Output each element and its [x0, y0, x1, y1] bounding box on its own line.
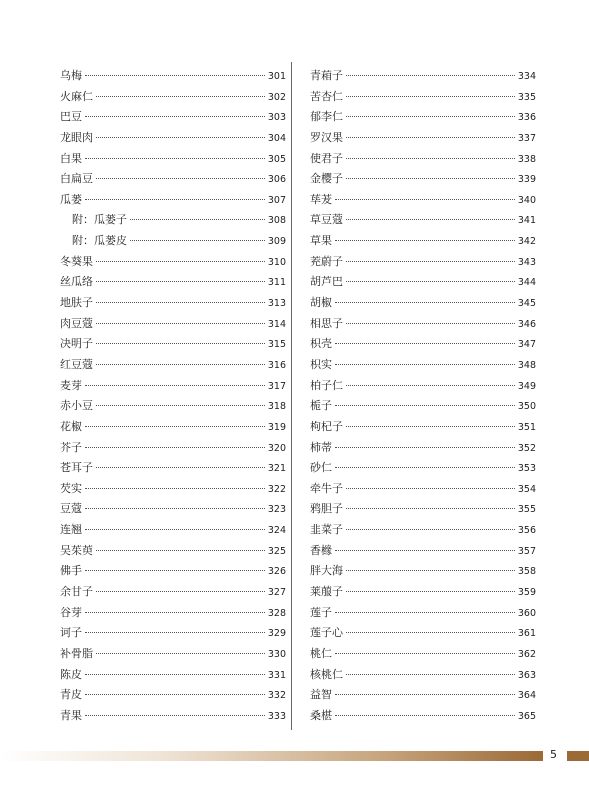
toc-leader-dots [346, 632, 515, 633]
toc-leader-dots [346, 178, 515, 179]
toc-entry-page: 343 [517, 256, 536, 268]
toc-entry[interactable] [60, 210, 286, 231]
toc-entry-title: 红豆蔻 [60, 357, 93, 371]
toc-entry-title: 余甘子 [60, 585, 93, 599]
toc-entry-title: 栀子 [310, 399, 332, 413]
toc-entry-title: 柿蒂 [310, 440, 332, 454]
toc-entry-title: 鸦胆子 [310, 502, 343, 516]
toc-leader-dots [346, 219, 515, 220]
toc-entry-page: 353 [517, 463, 536, 475]
toc-entry[interactable] [60, 128, 286, 149]
toc-leader-dots [96, 467, 265, 468]
toc-entry[interactable] [60, 706, 286, 727]
toc-entry-page: 346 [517, 318, 536, 330]
toc-leader-dots [85, 612, 265, 613]
toc-leader-dots [335, 343, 515, 344]
toc-entry-page: 363 [517, 669, 536, 681]
toc-leader-dots [346, 75, 515, 76]
toc-entry[interactable] [310, 458, 536, 479]
toc-entry[interactable] [60, 685, 286, 706]
toc-entry[interactable] [310, 438, 536, 459]
toc-entry-page: 364 [517, 690, 536, 702]
toc-leader-dots [335, 302, 515, 303]
toc-entry-title: 补骨脂 [60, 646, 93, 660]
toc-entry-title: 牵牛子 [310, 481, 343, 495]
toc-leader-dots [85, 116, 265, 117]
toc-entry-page: 359 [517, 587, 536, 599]
toc-entry-title: 青皮 [60, 688, 82, 702]
toc-entry[interactable] [310, 252, 536, 273]
toc-entry-title: 巴豆 [60, 110, 82, 124]
toc-entry-title: 荜茇 [310, 192, 332, 206]
toc-leader-dots [96, 302, 265, 303]
toc-entry-page: 342 [517, 236, 536, 248]
toc-leader-dots [335, 694, 515, 695]
toc-entry-title: 连翘 [60, 523, 82, 537]
toc-entry-page: 311 [267, 277, 286, 289]
toc-leader-dots [96, 405, 265, 406]
toc-entry[interactable] [310, 293, 536, 314]
toc-entry[interactable] [310, 128, 536, 149]
toc-entry[interactable] [60, 561, 286, 582]
toc-entry-page: 329 [267, 628, 286, 640]
toc-entry[interactable] [310, 644, 536, 665]
toc-entry[interactable] [60, 396, 286, 417]
toc-entry-page: 301 [267, 71, 286, 82]
toc-entry[interactable] [310, 66, 536, 87]
toc-leader-dots [96, 550, 265, 551]
toc-entry[interactable] [60, 169, 286, 190]
toc-entry[interactable] [310, 190, 536, 211]
toc-entry-page: 308 [267, 215, 286, 227]
toc-entry-page: 326 [267, 566, 286, 578]
toc-entry[interactable] [60, 582, 286, 603]
toc-leader-dots [96, 96, 265, 97]
toc-entry-page: 322 [267, 483, 286, 495]
toc-entry[interactable] [60, 66, 286, 87]
toc-entry-page: 324 [267, 525, 286, 537]
toc-entry[interactable] [60, 355, 286, 376]
toc-entry-title: 佛手 [60, 564, 82, 578]
toc-entry[interactable] [60, 499, 286, 520]
toc-leader-dots [346, 158, 515, 159]
toc-entry-title: 青葙子 [310, 69, 343, 82]
toc-entry-title: 使君子 [310, 151, 343, 165]
toc-entry-title: 乌梅 [60, 69, 82, 82]
toc-entry[interactable] [310, 272, 536, 293]
toc-entry-page: 334 [517, 71, 536, 82]
toc-entry-title: 益智 [310, 688, 332, 702]
toc-entry[interactable] [60, 376, 286, 397]
toc-entry[interactable] [60, 149, 286, 170]
toc-leader-dots [335, 240, 515, 241]
toc-leader-dots [96, 178, 265, 179]
toc-entry-title: 苍耳子 [60, 461, 93, 475]
toc-entry-page: 347 [517, 339, 536, 351]
toc-entry-title: 胡芦巴 [310, 275, 343, 289]
toc-entry-title: 胖大海 [310, 564, 343, 578]
toc-entry-page: 331 [267, 669, 286, 681]
toc-entry-title: 赤小豆 [60, 399, 93, 413]
toc-entry-page: 336 [517, 112, 536, 124]
toc-entry-page: 306 [267, 174, 286, 186]
toc-entry-title: 核桃仁 [310, 667, 343, 681]
toc-entry[interactable] [60, 334, 286, 355]
toc-entry-page: 332 [267, 690, 286, 702]
toc-entry-page: 325 [267, 545, 286, 557]
toc-entry-page: 302 [267, 91, 286, 103]
toc-entry-page: 304 [267, 132, 286, 144]
toc-leader-dots [346, 323, 515, 324]
toc-entry[interactable] [60, 190, 286, 211]
toc-entry[interactable] [310, 314, 536, 335]
toc-leader-dots [346, 116, 515, 117]
toc-entry[interactable] [310, 334, 536, 355]
toc-entry-page: 314 [267, 318, 286, 330]
toc-entry-page: 365 [517, 710, 536, 722]
toc-leader-dots [96, 261, 265, 262]
toc-entry-title: 诃子 [60, 626, 82, 640]
footer-decorative-bar-end [567, 751, 589, 761]
toc-entry[interactable] [310, 149, 536, 170]
toc-entry[interactable] [60, 438, 286, 459]
toc-entry[interactable] [310, 520, 536, 541]
toc-leader-dots [346, 570, 515, 571]
toc-entry[interactable] [310, 210, 536, 231]
toc-leader-dots [335, 364, 515, 365]
toc-entry[interactable] [60, 623, 286, 644]
toc-entry-title: 附：瓜蒌皮 [72, 234, 127, 248]
toc-entry-title: 冬葵果 [60, 254, 93, 268]
toc-entry[interactable] [60, 541, 286, 562]
toc-entry-page: 357 [517, 545, 536, 557]
toc-entry-title: 决明子 [60, 337, 93, 351]
toc-entry[interactable] [310, 87, 536, 108]
toc-entry-title: 胡椒 [310, 296, 332, 310]
toc-entry-page: 305 [267, 153, 286, 165]
toc-entry-title: 苦杏仁 [310, 89, 343, 103]
toc-entry-title: 吴茱萸 [60, 543, 93, 557]
toc-entry[interactable] [310, 355, 536, 376]
toc-entry[interactable] [310, 396, 536, 417]
toc-leader-dots [96, 591, 265, 592]
toc-entry-page: 317 [267, 380, 286, 392]
toc-entry-page: 323 [267, 504, 286, 516]
toc-entry[interactable] [310, 665, 536, 686]
toc-leader-dots [96, 137, 265, 138]
toc-leader-dots [96, 653, 265, 654]
toc-entry-page: 356 [517, 525, 536, 537]
toc-entry-title: 莱菔子 [310, 585, 343, 599]
toc-entry-page: 309 [267, 236, 286, 248]
toc-entry[interactable] [310, 623, 536, 644]
toc-entry[interactable] [310, 499, 536, 520]
column-divider [291, 62, 292, 730]
toc-leader-dots [85, 158, 265, 159]
toc-entry-page: 337 [517, 132, 536, 144]
toc-entry-title: 莲子心 [310, 626, 343, 640]
toc-entry-page: 339 [517, 174, 536, 186]
toc-entry-page: 316 [267, 359, 286, 371]
toc-entry-title: 郁李仁 [310, 110, 343, 124]
toc-entry[interactable] [310, 169, 536, 190]
toc-entry-title: 豆蔻 [60, 502, 82, 516]
toc-leader-dots [85, 715, 265, 716]
toc-leader-dots [85, 385, 265, 386]
toc-entry-title: 罗汉果 [310, 130, 343, 144]
toc-entry-title: 火麻仁 [60, 89, 93, 103]
toc-entry[interactable] [310, 541, 536, 562]
toc-leader-dots [130, 240, 265, 241]
toc-leader-dots [346, 508, 515, 509]
toc-entry[interactable] [310, 417, 536, 438]
toc-entry[interactable] [310, 561, 536, 582]
toc-entry[interactable] [310, 685, 536, 706]
toc-entry-title: 柏子仁 [310, 378, 343, 392]
toc-leader-dots [85, 75, 265, 76]
toc-entry-page: 348 [517, 359, 536, 371]
toc-entry-title: 白果 [60, 151, 82, 165]
toc-entry-title: 龙眼肉 [60, 130, 93, 144]
toc-entry-page: 315 [267, 339, 286, 351]
toc-entry-title: 香橼 [310, 543, 332, 557]
toc-entry-page: 320 [267, 442, 286, 454]
toc-entry-title: 麦芽 [60, 378, 82, 392]
toc-entry-title: 白扁豆 [60, 172, 93, 186]
toc-leader-dots [335, 715, 515, 716]
toc-leader-dots [96, 323, 265, 324]
toc-leader-dots [335, 612, 515, 613]
toc-entry-page: 345 [517, 298, 536, 310]
toc-entry-page: 354 [517, 483, 536, 495]
toc-entry[interactable] [60, 293, 286, 314]
toc-leader-dots [346, 261, 515, 262]
toc-entry[interactable] [60, 479, 286, 500]
toc-leader-dots [346, 488, 515, 489]
toc-column-right [310, 66, 536, 727]
toc-entry-page: 355 [517, 504, 536, 516]
toc-entry-page: 313 [267, 298, 286, 310]
toc-entry-page: 349 [517, 380, 536, 392]
toc-entry-page: 328 [267, 607, 286, 619]
toc-leader-dots [85, 570, 265, 571]
toc-leader-dots [85, 674, 265, 675]
toc-entry-page: 338 [517, 153, 536, 165]
toc-leader-dots [85, 508, 265, 509]
toc-entry-page: 341 [517, 215, 536, 227]
toc-entry-title: 砂仁 [310, 461, 332, 475]
toc-entry[interactable] [60, 665, 286, 686]
toc-entry[interactable] [60, 252, 286, 273]
toc-leader-dots [346, 385, 515, 386]
footer-decorative-bar [0, 751, 543, 761]
toc-entry-title: 韭菜子 [310, 523, 343, 537]
toc-entry-title: 芥子 [60, 440, 82, 454]
toc-column-left [60, 66, 286, 727]
toc-entry-page: 352 [517, 442, 536, 454]
toc-entry-page: 362 [517, 648, 536, 660]
toc-leader-dots [96, 281, 265, 282]
toc-entry-title: 茺蔚子 [310, 254, 343, 268]
toc-leader-dots [346, 426, 515, 427]
toc-leader-dots [346, 96, 515, 97]
toc-entry-title: 附：瓜蒌子 [72, 213, 127, 227]
toc-entry[interactable] [60, 87, 286, 108]
toc-leader-dots [335, 199, 515, 200]
toc-leader-dots [335, 447, 515, 448]
toc-entry-page: 335 [517, 91, 536, 103]
toc-entry[interactable] [60, 603, 286, 624]
toc-leader-dots [346, 674, 515, 675]
toc-entry-title: 枳实 [310, 357, 332, 371]
toc-entry-title: 谷芽 [60, 605, 82, 619]
toc-entry-title: 桑椹 [310, 708, 332, 722]
toc-entry[interactable] [60, 417, 286, 438]
toc-entry-page: 330 [267, 648, 286, 660]
toc-entry-title: 莲子 [310, 605, 332, 619]
toc-entry-title: 青果 [60, 708, 82, 722]
toc-entry-title: 地肤子 [60, 296, 93, 310]
toc-entry-title: 花椒 [60, 419, 82, 433]
toc-leader-dots [130, 219, 265, 220]
toc-entry-page: 310 [267, 256, 286, 268]
toc-entry-title: 芡实 [60, 481, 82, 495]
toc-entry-title: 肉豆蔻 [60, 316, 93, 330]
toc-entry-page: 303 [267, 112, 286, 124]
toc-leader-dots [335, 467, 515, 468]
toc-entry-page: 318 [267, 401, 286, 413]
toc-entry-title: 金樱子 [310, 172, 343, 186]
toc-entry-page: 344 [517, 277, 536, 289]
toc-leader-dots [85, 632, 265, 633]
toc-entry[interactable] [60, 314, 286, 335]
toc-leader-dots [346, 529, 515, 530]
toc-entry-title: 枸杞子 [310, 419, 343, 433]
toc-entry[interactable] [310, 582, 536, 603]
toc-entry[interactable] [60, 458, 286, 479]
toc-leader-dots [346, 137, 515, 138]
toc-entry-page: 350 [517, 401, 536, 413]
toc-leader-dots [335, 550, 515, 551]
toc-entry[interactable] [60, 272, 286, 293]
toc-entry-title: 桃仁 [310, 646, 332, 660]
toc-entry[interactable] [310, 107, 536, 128]
toc-entry[interactable] [60, 644, 286, 665]
toc-leader-dots [85, 488, 265, 489]
toc-entry[interactable] [60, 231, 286, 252]
toc-leader-dots [96, 343, 265, 344]
toc-leader-dots [335, 653, 515, 654]
toc-entry-page: 327 [267, 587, 286, 599]
toc-entry-title: 草豆蔻 [310, 213, 343, 227]
page-number: 5 [550, 748, 557, 761]
toc-entry-title: 相思子 [310, 316, 343, 330]
toc-leader-dots [85, 447, 265, 448]
toc-leader-dots [346, 281, 515, 282]
toc-entry-title: 枳壳 [310, 337, 332, 351]
toc-entry-page: 351 [517, 421, 536, 433]
toc-entry-title: 丝瓜络 [60, 275, 93, 289]
toc-entry[interactable] [310, 231, 536, 252]
toc-leader-dots [96, 364, 265, 365]
toc-entry-page: 340 [517, 194, 536, 206]
toc-entry-title: 草果 [310, 234, 332, 248]
toc-entry-page: 333 [267, 710, 286, 722]
toc-entry[interactable] [60, 107, 286, 128]
toc-entry[interactable] [310, 603, 536, 624]
toc-entry-page: 360 [517, 607, 536, 619]
toc-leader-dots [85, 529, 265, 530]
toc-entry-title: 陈皮 [60, 667, 82, 681]
toc-entry-page: 307 [267, 194, 286, 206]
toc-leader-dots [85, 426, 265, 427]
toc-leader-dots [85, 694, 265, 695]
toc-entry-page: 361 [517, 628, 536, 640]
toc-leader-dots [346, 591, 515, 592]
toc-entry[interactable] [310, 376, 536, 397]
toc-leader-dots [335, 405, 515, 406]
toc-entry-title: 瓜蒌 [60, 192, 82, 206]
toc-entry[interactable] [60, 520, 286, 541]
toc-leader-dots [85, 199, 265, 200]
toc-entry[interactable] [310, 706, 536, 727]
toc-entry-page: 358 [517, 566, 536, 578]
toc-entry-page: 321 [267, 463, 286, 475]
toc-entry-page: 319 [267, 421, 286, 433]
toc-entry[interactable] [310, 479, 536, 500]
